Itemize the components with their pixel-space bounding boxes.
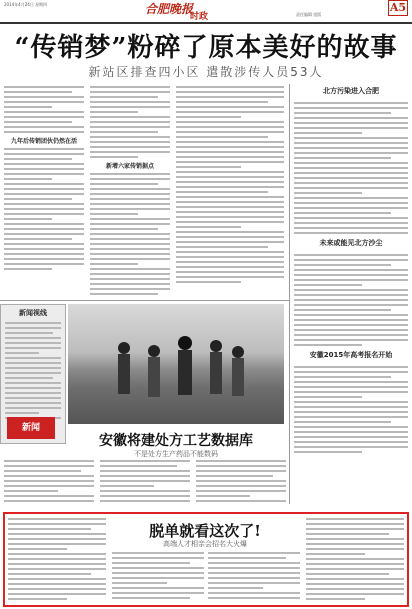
- section-divider: [0, 300, 289, 301]
- feature-body-col-2: [100, 460, 190, 508]
- feature-body-col-1: [4, 460, 94, 508]
- right-title-1: 北方污染进入合肥: [323, 87, 379, 95]
- feature-subtitle: 不是处方生产药品不能数码: [134, 450, 218, 458]
- sidebar-title: 新闻视线: [19, 309, 47, 317]
- issue-date: 2014年4月24日 星期四: [4, 2, 48, 7]
- paper-name: 合肥晚报: [145, 2, 194, 16]
- feature-body-col-3: [196, 460, 286, 508]
- feature-title: 安徽将建处方工艺数据库: [99, 433, 253, 449]
- editor-info: 责任编辑 组版: [296, 12, 322, 17]
- lead-body-col-1: [4, 86, 84, 296]
- lead-body-col-2: [90, 86, 170, 296]
- box-body-col-4: [306, 518, 404, 604]
- sidebar-box: [0, 304, 66, 444]
- lead-subtitle-2: 新增六家传销据点: [105, 163, 154, 170]
- box-title: 脱单就看这次了!: [149, 522, 261, 540]
- box-subtitle: 高端人才相亲会招名大火爆: [163, 540, 247, 548]
- section-name: 时政: [190, 12, 209, 22]
- news-photo: [68, 304, 284, 424]
- masthead: [0, 0, 412, 24]
- right-title-3: 安徽2015年高考报名开始: [309, 351, 393, 359]
- sidebar-badge: 新闻: [7, 417, 55, 439]
- right-column: [294, 86, 408, 506]
- box-body-col-2: [112, 552, 204, 604]
- box-body-col-3: [208, 552, 300, 604]
- lead-body-col-3: [176, 86, 284, 296]
- column-divider: [289, 84, 290, 504]
- lead-subtitle-1: 九年后传销团伙仍然在活: [10, 138, 77, 145]
- box-body-col-1: [8, 518, 106, 604]
- page-number: A5: [389, 1, 407, 14]
- lead-subhead: 新站区排查四小区 遣散涉传人员53人: [88, 65, 324, 79]
- right-title-2: 未来或能见北方沙尘: [319, 239, 383, 247]
- photo-people: [108, 332, 258, 412]
- lead-headline: “传销梦”粉碎了原本美好的故事: [14, 33, 398, 63]
